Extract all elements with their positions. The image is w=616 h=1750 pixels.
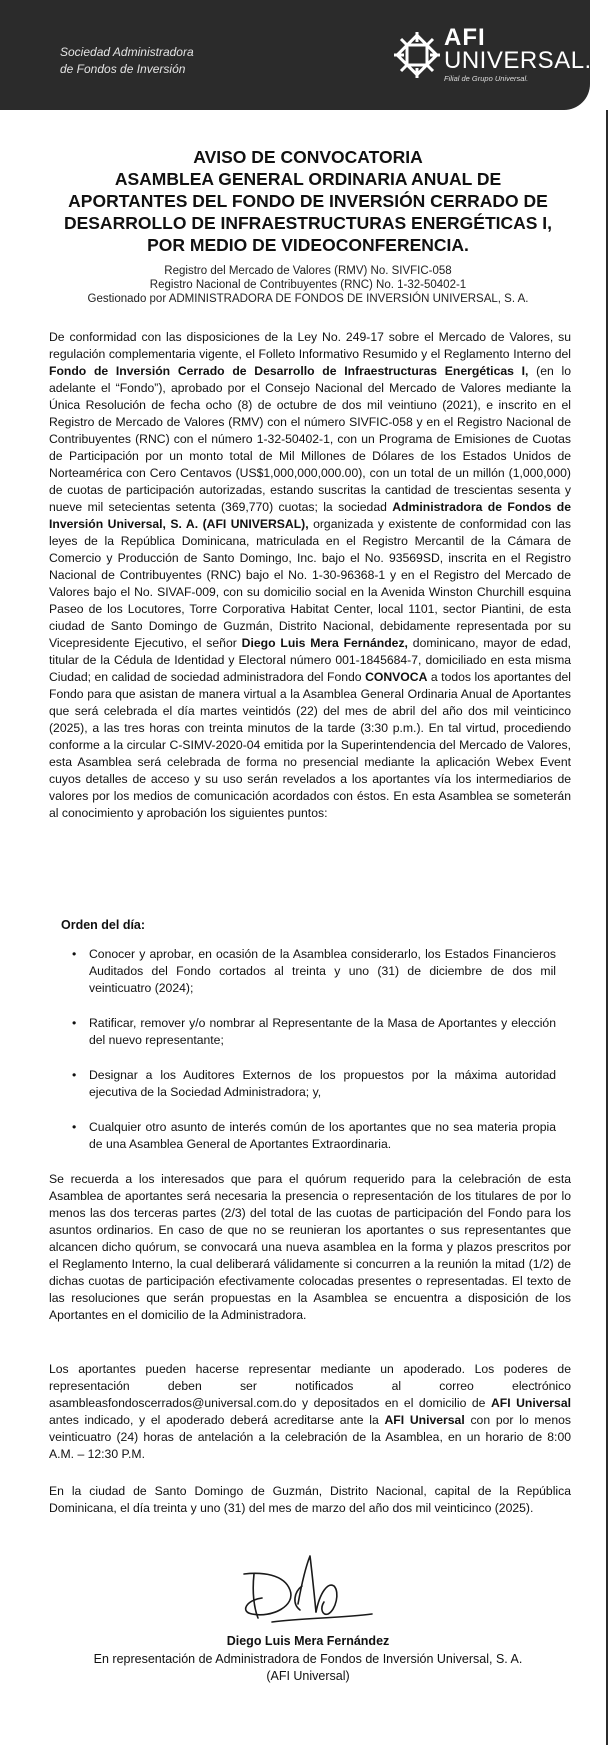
- registry-managed-by: Gestionado por ADMINISTRADORA DE FONDOS DE INVERSIÓN UNIVERSAL, S. A.: [87, 293, 529, 305]
- agenda-item: • Ratificar, remover y/o nombrar al Representante de la Masa de Aportantes y elección del nuevo representante;: [72, 1015, 556, 1049]
- tagline-line-1: Sociedad Administradora: [60, 45, 194, 59]
- intro-text-4: dominicano, mayor de edad, titular de la Cédula de Identidad y Electoral número 001-1845684-7, domiciliado en esta misma Ciudad; en calidad de sociedad administradora del Fondo: [49, 636, 571, 684]
- tagline: [60, 44, 194, 78]
- afi-universal-logo: [390, 24, 592, 86]
- intro-text-2: (en lo adelante el “Fondo”), aprobado por el Consejo Nacional del Mercado de Valores mediante la Única Resolución de fecha ocho (8) de octubre de dos mil veintiuno (2021), e inscrito en el Registro de Mercado de Valores (RMV) con el número SIVFIC-058 y en el Registro Nacional de Contribuyentes (RNC) con el número 1-32-50402-1, con un Programa de Emisiones de Cuotas de Participación por un monto total de Mil Millones de Dólares de los Estados Unidos de Norteamérica con Cero Centavos (US$1,000,000,000.00), con un total de un millón (1,000,000) de cuotas de participación autorizadas, estando suscritas la cantidad de trescientas sesenta y nueve mil setecientas setenta (369,770) cuotas; la sociedad: [49, 364, 572, 514]
- title-line-5: POR MEDIO DE VIDEOCONFERENCIA.: [147, 235, 469, 255]
- right-border-rule: [606, 110, 608, 1745]
- date-paragraph: En la ciudad de Santo Domingo de Guzmán, Distrito Nacional, capital de la República Dominicana, el día treinta y uno (31) del mes de marzo del año dos mil veinticinco (2025).: [49, 1484, 571, 1515]
- proxies-afi-1: AFI Universal: [490, 1396, 571, 1410]
- title-line-3: APORTANTES DEL FONDO DE INVERSIÓN CERRADO DE: [68, 191, 548, 211]
- intro-text-1: De conformidad con las disposiciones de la Ley No. 249-17 sobre el Mercado de Valores, su regulación complementaria vigente, el Folleto Informativo Resumido y el Reglamento Interno del: [49, 330, 571, 361]
- handwritten-signature: [232, 1552, 382, 1632]
- registry-info: [40, 264, 576, 306]
- proxies-text-3: con por lo menos veinticuatro (24) horas de antelación a la celebración de la Asamblea, en un horario de 8:00 A.M. – 12:30 P.M.: [49, 1413, 571, 1461]
- notice-title: [40, 146, 576, 256]
- proxies-afi-2: AFI Universal: [384, 1413, 465, 1427]
- registry-rnc: Registro Nacional de Contribuyentes (RNC) No. 1-32-50402-1: [149, 279, 467, 291]
- title-line-2: ASAMBLEA GENERAL ORDINARIA ANUAL DE: [114, 169, 502, 189]
- signatory-name: Diego Luis Mera Fernández: [226, 1634, 390, 1648]
- logo-afi-text: AFI: [444, 24, 486, 51]
- intro-representative-name: Diego Luis Mera Fernández,: [241, 636, 408, 650]
- intro-text-5: a todos los aportantes del Fondo para que asistan de manera virtual a la Asamblea General Ordinaria Anual de Aportantes que será celebrada el día martes veintidós (22) del mes de abril del año dos mil veinticinco (2025), a las tres horas con treinta minutos de la tarde (3:30 p.m.). En tal virtud, procediendo conforme a la circular C-SIMV-2020-04 emitida por la Superintendencia del Mercado de Valores, esta Asamblea será celebrada de forma no presencial mediante la aplicación Webex Event cuyos detalles de acceso y su uso serán revelados a los aportantes vía los intermediarios de valores por los medios de comunicación acordados con éstos. En esta Asamblea se someterán al conocimiento y aprobación los siguientes puntos:: [49, 670, 571, 820]
- intro-fund-name: Fondo de Inversión Cerrado de Desarrollo de Infraestructuras Energéticas I,: [49, 364, 529, 378]
- logo-subtitle: Filial de Grupo Universal.: [444, 74, 529, 83]
- agenda-item: • Designar a los Auditores Externos de los propuestos por la máxima autoridad ejecutiva de la Sociedad Administradora; y,: [72, 1067, 556, 1101]
- proxies-text-1: Los aportantes pueden hacerse representar mediante un apoderado. Los poderes de representación deben ser notificados al correo electrónico asambleasfondoscerrados@universal.com.do y depositados en el domicilio de: [49, 1362, 571, 1410]
- logo-universal-text: UNIVERSAL.: [444, 47, 592, 74]
- quorum-paragraph: Se recuerda a los interesados que para el quórum requerido para la celebración de esta Asamblea de aportantes será necesaria la presencia o representación de los titulares de por lo menos las dos terceras partes (2/3) del total de las cuotas de participación del Fondo para los asuntos ordinarios. En caso de que no se reunieran los aportantes o sus representantes que alcancen dicho quórum, se convocará una nueva asamblea en la forma y plazos prescritos por el Reglamento Interno, la cual deliberará válidamente si concurren a la reunión la mitad (1/2) de dichas cuotas de participación efectivamente colocadas presentes o representadas. El texto de las resoluciones que serán propuestas en la Asamblea se encuentra a disposición de los Aportantes en el domicilio de la Administradora.: [49, 1172, 571, 1322]
- signatory-role: [40, 1651, 576, 1685]
- agenda-list: [72, 946, 556, 1171]
- proxies-paragraph: [49, 1361, 571, 1463]
- header-band: [0, 0, 590, 110]
- proxies-text-2: antes indicado, y el apoderado deberá acreditarse ante la: [49, 1413, 385, 1427]
- agenda-title: Orden del día:: [61, 918, 146, 932]
- afi-logo-mark-icon: [390, 28, 444, 82]
- title-line-1: AVISO DE CONVOCATORIA: [193, 147, 423, 167]
- tagline-line-2: de Fondos de Inversión: [60, 62, 186, 76]
- intro-text-3: organizada y existente de conformidad con las leyes de la República Dominicana, matriculada en el Registro Mercantil de la Cámara de Comercio y Producción de Santo Domingo, Inc. bajo el No. 93569SD, inscrita en el Registro Nacional de Contribuyentes (RNC) bajo el No. 1-30-96368-1 y en el Registro del Mercado de Valores bajo el No. SIVAF-009, con su domicilio social en la Avenida Winston Churchill esquina Paseo de los Locutores, Torre Corporativa Habitat Center, local 1101, sector Piantini, de esta ciudad de Santo Domingo de Guzmán, Distrito Nacional, debidamente representada por su Vicepresidente Ejecutivo, el señor: [49, 517, 571, 650]
- intro-convoca: CONVOCA: [365, 670, 428, 684]
- title-line-4: DESARROLLO DE INFRAESTRUCTURAS ENERGÉTICAS I,: [63, 213, 553, 233]
- signatory-role-line-1: En representación de Administradora de Fondos de Inversión Universal, S. A.: [93, 1652, 523, 1666]
- registry-rmv: Registro del Mercado de Valores (RMV) No. SIVFIC-058: [164, 265, 452, 277]
- agenda-item: • Conocer y aprobar, en ocasión de la Asamblea considerarlo, los Estados Financieros Auditados del Fondo cortados al treinta y uno (31) de diciembre de dos mil veinticuatro (2024);: [72, 946, 556, 997]
- intro-company-name: Administradora de Fondos de Inversión Universal, S. A. (AFI UNIVERSAL),: [49, 500, 571, 531]
- intro-paragraph: [49, 329, 571, 822]
- signatory-role-line-2: (AFI Universal): [266, 1669, 350, 1683]
- agenda-item: • Cualquier otro asunto de interés común de los aportantes que no sea materia propia de una Asamblea General de Aportantes Extraordinaria.: [72, 1119, 556, 1153]
